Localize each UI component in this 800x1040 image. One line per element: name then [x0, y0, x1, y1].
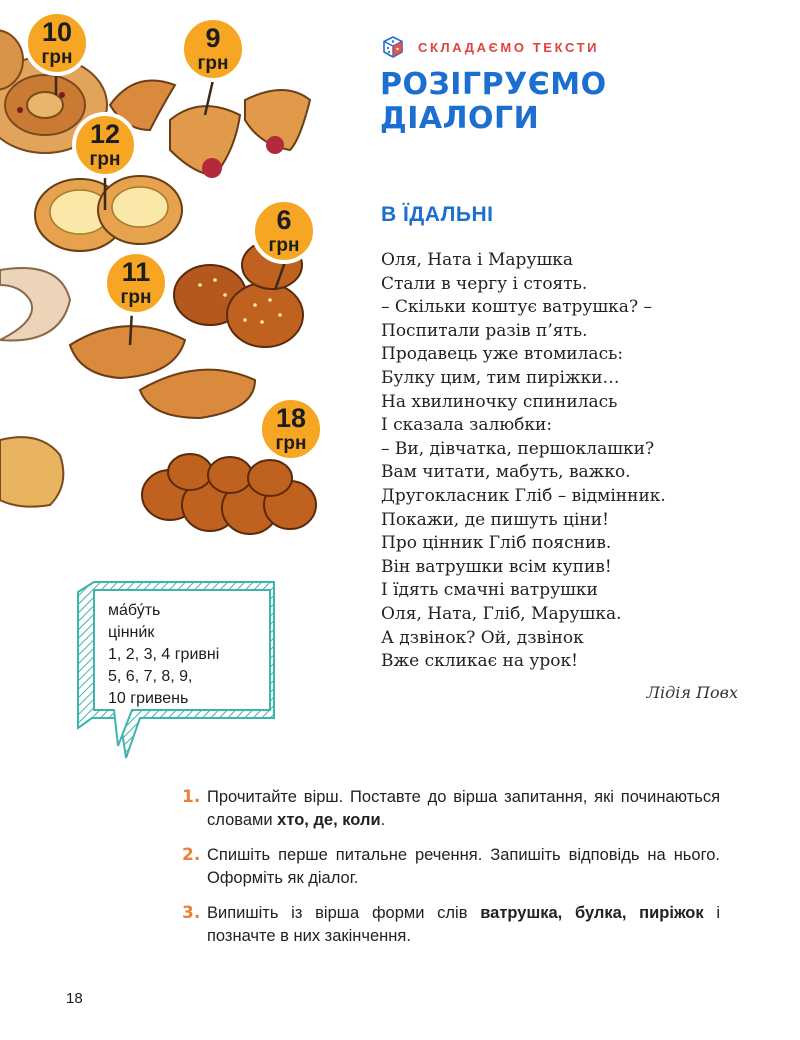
- vocabulary-list: [108, 600, 219, 710]
- dice-icon: [382, 36, 404, 58]
- task-list: [182, 786, 720, 960]
- price-value: 18: [275, 403, 307, 433]
- poem-author: Лідія Повх: [646, 683, 738, 702]
- section-label: [382, 36, 599, 58]
- vocabulary-bubble: [70, 578, 280, 763]
- price-currency: грн: [275, 433, 307, 454]
- poem-line: Другокласник Гліб – відмінник.: [381, 485, 666, 506]
- task-text-part: Випишіть із вірша форми слів: [207, 904, 481, 922]
- price-value: 12: [89, 119, 121, 149]
- price-tag: [251, 198, 317, 264]
- task-text: [207, 786, 720, 832]
- page-title-line1: РОЗІГРУЄМО: [380, 67, 607, 102]
- price-tag: [258, 396, 324, 462]
- crescent-cookie-image: [0, 268, 70, 341]
- task-number: 2.: [182, 845, 201, 865]
- poem-line: На хвилиночку спинилась: [381, 391, 618, 412]
- task-item: [182, 786, 720, 832]
- price-currency: грн: [120, 287, 152, 308]
- poem-line: Поспитали разів п’ять.: [381, 320, 588, 341]
- poem-line: Оля, Ната і Марушка: [381, 250, 574, 270]
- price-currency: грн: [268, 235, 300, 256]
- task-keywords: хто, де, коли: [277, 811, 381, 829]
- price-tag: [72, 112, 138, 178]
- task-text-part: .: [380, 811, 386, 829]
- task-text: [207, 844, 720, 890]
- price-value: 11: [121, 257, 151, 287]
- price-tag: [103, 250, 169, 316]
- vocabulary-item: цінни́к: [108, 624, 155, 641]
- price-tag: [180, 16, 246, 82]
- task-text-part: і позначте в них закінчення.: [207, 904, 720, 945]
- price-currency: грн: [197, 53, 229, 74]
- poem-line: І сказала залюбки:: [381, 415, 553, 436]
- price-currency: грн: [89, 149, 121, 170]
- price-value: 9: [205, 23, 221, 53]
- pirizhok-image: [70, 326, 255, 418]
- vocabulary-item: 10 гривень: [108, 690, 189, 707]
- task-number: 1.: [182, 787, 201, 807]
- task-text-part: Прочитайте вірш. Поставте до вірша запитання, які починаються словами: [207, 788, 720, 829]
- vocabulary-item: 1, 2, 3, 4 гривні: [108, 646, 220, 663]
- poem-line: – Скільки коштує ватрушка? –: [381, 297, 652, 318]
- page-number: 18: [66, 990, 83, 1007]
- poem-title: В ЇДАЛЬНІ: [381, 203, 494, 226]
- poem-line: Оля, Ната, Гліб, Марушка.: [381, 603, 622, 624]
- vatrushka-image: [35, 176, 182, 251]
- poem-line: А дзвінок? Ой, дзвінок: [381, 627, 584, 648]
- braided-bread-image: [142, 454, 316, 534]
- poem-line: Булку цим, тим пиріжки…: [381, 367, 620, 388]
- poem-line: Про цінник Гліб пояснив.: [381, 533, 612, 554]
- poem-line: Стали в чергу і стоять.: [381, 273, 588, 294]
- poem-line: Вам читати, мабуть, важко.: [381, 462, 631, 483]
- poem-line: І їдять смачні ватрушки: [381, 580, 598, 601]
- task-number: 3.: [182, 903, 201, 923]
- price-currency: грн: [41, 47, 73, 68]
- poem-line: – Ви, дівчатка, першоклашки?: [381, 438, 655, 459]
- price-tag: [24, 10, 90, 76]
- page-title-line2: ДІАЛОГИ: [380, 101, 540, 136]
- price-value: 10: [41, 17, 73, 47]
- vocabulary-item: 5, 6, 7, 8, 9,: [108, 668, 193, 685]
- pastry-illustration: [0, 0, 345, 548]
- poem-line: Він ватрушки всім купив!: [381, 556, 612, 577]
- task-keywords: ватрушка, булка, пиріжок: [480, 904, 704, 922]
- price-value: 6: [276, 205, 292, 235]
- task-item: [182, 844, 720, 890]
- poem-line: Продавець уже втомилась:: [381, 344, 624, 365]
- poem-line: Вже скликає на урок!: [381, 651, 579, 672]
- task-text: [207, 902, 720, 948]
- task-item: [182, 902, 720, 948]
- poem-line: Покажи, де пишуть ціни!: [381, 509, 609, 530]
- pastry-drawings: [0, 0, 345, 548]
- section-label-text: СКЛАДАЄМО ТЕКСТИ: [418, 39, 600, 55]
- puff-pastry-image: [0, 437, 63, 507]
- page-title: [380, 68, 607, 136]
- poem: [381, 249, 761, 674]
- vocabulary-item: ма́бу́ть: [108, 602, 161, 619]
- task-text-part: Спишіть перше питальне речення. Запишіть відповідь на нього. Оформіть як діалог.: [207, 846, 720, 887]
